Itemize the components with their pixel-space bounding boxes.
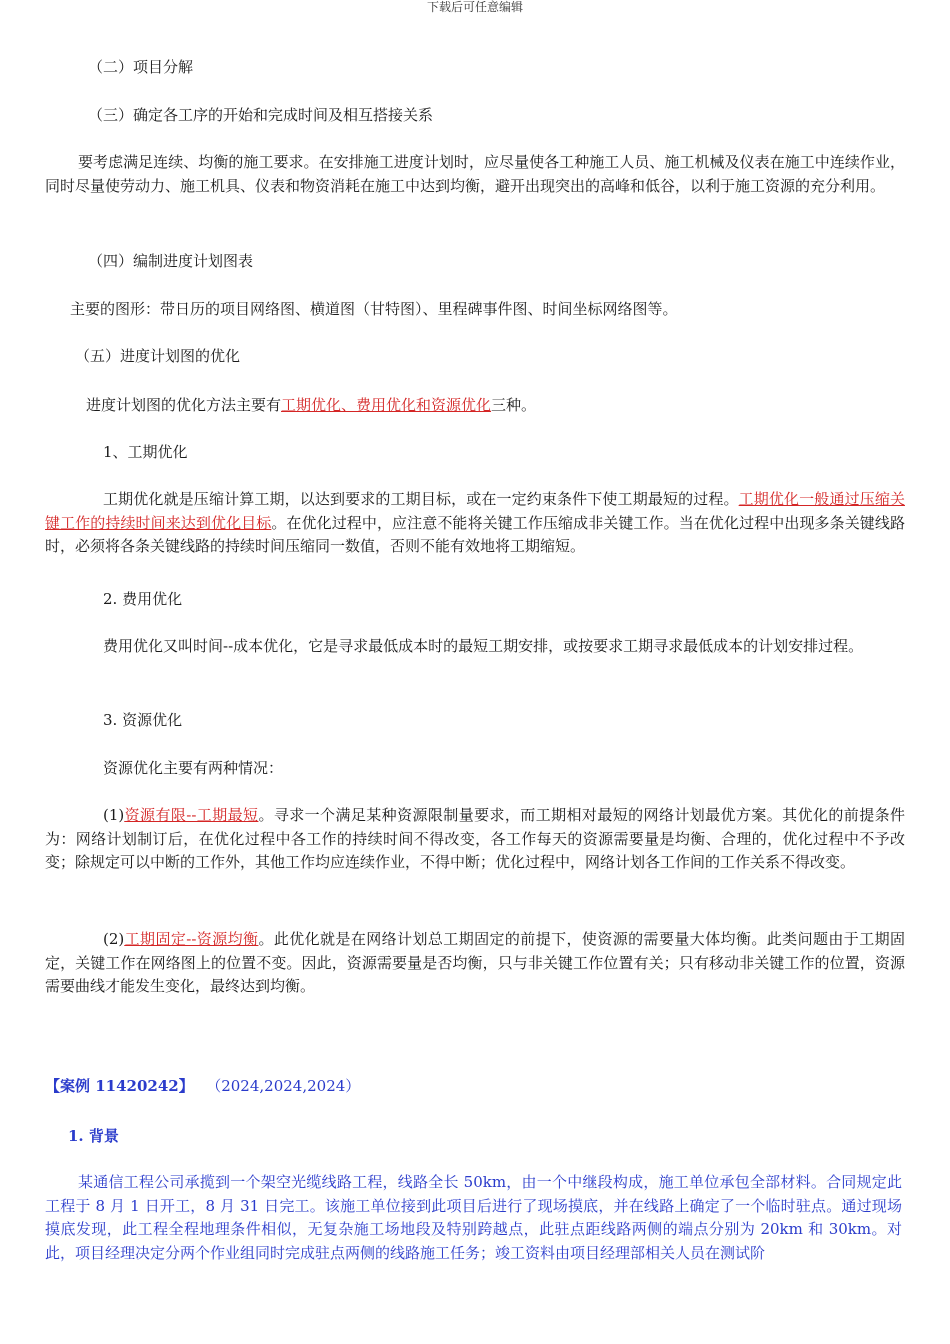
text: 。在优化过程中，应注意不能将关键工作压缩成非关键工作。当在优化过程中出现多条关键线路时，必须将各条关键线路的持续时间压缩同一数值，否则不能有效地将工期缩短。 bbox=[45, 513, 905, 555]
emphasis-text: 工期优化一般通过压缩关键工作的持续时间来达到优化目标 bbox=[45, 490, 905, 532]
text: 工期优化就是压缩计算工期，以达到要求的工期目标，或在一定约束条件下使工期最短的过程。 bbox=[103, 490, 739, 508]
text: 。此优化就是在网络计划总工期固定的前提下，使资源的需要量大体均衡。此类问题由于工期固定，关键工作在网络图上的位置不变。因此，资源需要量是否均衡，只与非关键工作位置有关；只有移动非关键工作的位置，资源需要曲线才能发生变化，最终达到均衡。 bbox=[45, 930, 905, 995]
paragraph-continuity: 要考虑满足连续、均衡的施工要求。在安排施工进度计划时，应尽量使各工种施工人员、施工机械及仪表在施工中连续作业，同时尽量使劳动力、施工机具、仪表和物资消耗在施工中达到均衡，避开出现突出的高峰和低谷，以利于施工资源的充分利用。 bbox=[45, 153, 905, 195]
paragraph-duration-optimization bbox=[45, 488, 905, 559]
item-number: (1) bbox=[103, 806, 125, 824]
text: 三种。 bbox=[491, 396, 537, 414]
heading-schedule-chart: （四）编制进度计划图表 bbox=[88, 252, 254, 270]
heading-optimization: （五）进度计划图的优化 bbox=[75, 347, 241, 365]
paragraph-resource-limited bbox=[45, 804, 905, 875]
text: 进度计划图的优化方法主要有 bbox=[86, 396, 282, 414]
subheading-cost-optimization: 2. 费用优化 bbox=[103, 590, 183, 608]
case-background-heading: 1. 背景 bbox=[68, 1127, 119, 1145]
item-number: (2) bbox=[103, 930, 125, 948]
paragraph-resource-cases: 资源优化主要有两种情况： bbox=[103, 759, 284, 777]
emphasis-text: 工期优化、费用优化和资源优化 bbox=[281, 396, 492, 414]
subheading-resource-optimization: 3. 资源优化 bbox=[103, 711, 183, 729]
page-header: 下载后可任意编辑 bbox=[426, 0, 523, 14]
text: 。寻求一个满足某种资源限制量要求，而工期相对最短的网络计划最优方案。其优化的前提条件为：网络计划制订后，在优化过程中各工作的持续时间不得改变，各工作每天的资源需要量是均衡、合理的，优化过程中不予改变；除规定可以中断的工作外，其他工作均应连续作业，不得中断；优化过程中，网络计划各工作间的工作关系不得改变。 bbox=[45, 806, 905, 871]
emphasis-text: 资源有限--工期最短 bbox=[124, 806, 259, 824]
heading-project-decomposition: （二）项目分解 bbox=[88, 58, 194, 76]
paragraph-chart-types: 主要的图形：带日历的项目网络图、横道图（甘特图）、里程碑事件图、时间坐标网络图等。 bbox=[70, 300, 678, 318]
subheading-duration-optimization: 1、工期优化 bbox=[103, 443, 188, 461]
emphasis-text: 工期固定--资源均衡 bbox=[124, 930, 259, 948]
case-number: 【案例 11420242】 bbox=[45, 1077, 194, 1095]
heading-process-timing: （三）确定各工序的开始和完成时间及相互搭接关系 bbox=[88, 106, 434, 124]
paragraph-optimization-methods bbox=[86, 395, 536, 415]
paragraph-cost-optimization: 费用优化又叫时间--成本优化，它是寻求最低成本时的最短工期安排，或按要求工期寻求最低成本的计划安排过程。 bbox=[103, 637, 864, 655]
case-title bbox=[45, 1076, 360, 1096]
case-background-text: 某通信工程公司承揽到一个架空光缆线路工程，线路全长 50km，由一个中继段构成，施工单位承包全部材料。合同规定此工程于 8 月 1 日开工，8 月 31 日完工。该施工单位接到此项目后进行了现场摸底，并在线路上确定了一个临时驻点。通过现场摸底发现，此工程全程地理条件相似，无复杂施工场地段及特别跨越点，此驻点距线路两侧的端点分别为 20km 和 30km。对此，项目经理决定分两个作业组同时完成驻点两侧的线路施工任务；竣工资料由项目经理部相关人员在测试阶 bbox=[45, 1173, 902, 1262]
paragraph-duration-fixed bbox=[45, 928, 905, 999]
case-years: （2024,2024,2024） bbox=[213, 1077, 361, 1095]
